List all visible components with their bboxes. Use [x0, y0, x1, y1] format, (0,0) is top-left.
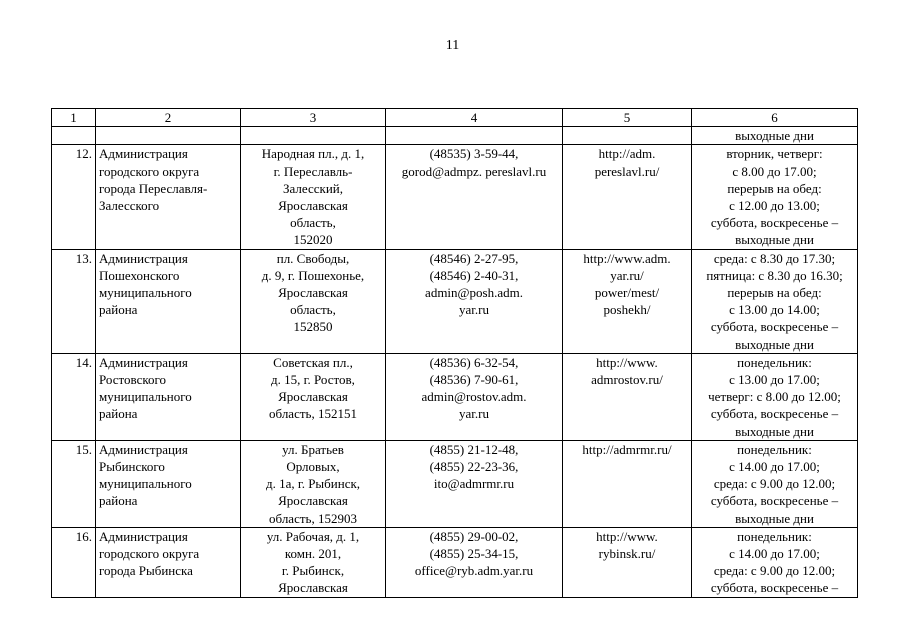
organization-name-line: Администрация [99, 528, 188, 544]
address-line: Ярославская [278, 580, 348, 596]
contacts-cell [386, 440, 563, 527]
organization-name-cell [96, 249, 241, 353]
working-hours-line: выходные дни [735, 423, 814, 439]
continuation-cell-3 [241, 127, 386, 145]
address-cell [241, 527, 386, 597]
address-line: ул. Братьев [282, 441, 344, 457]
continuation-cell-2 [96, 127, 241, 145]
contacts-line: gorod@admpz. pereslavl.ru [401, 163, 547, 179]
row-number-cell: 12. [52, 145, 96, 249]
organization-name-line: муниципального [99, 476, 192, 492]
address-line: Советская пл., [273, 354, 353, 370]
working-hours-line: понедельник: [737, 354, 812, 370]
website-line: http://www. [596, 354, 658, 370]
address-line: Орловых, [286, 459, 340, 475]
address-line: 152850 [293, 319, 333, 335]
website-line: poshekh/ [603, 302, 651, 318]
working-hours-line: с 14.00 до 17.00; [729, 459, 820, 475]
website-line: http://www.adm. [583, 250, 671, 266]
organization-name-line: города Переславля- [99, 180, 208, 196]
address-cell [241, 353, 386, 440]
contacts-line: (4855) 22-23-36, [429, 459, 519, 475]
website-cell [563, 440, 692, 527]
contacts-line: (4855) 25-34-15, [429, 546, 519, 562]
row-number-cell: 15. [52, 440, 96, 527]
working-hours-line: с 13.00 до 14.00; [729, 302, 820, 318]
header-cell-1: 1 [52, 109, 96, 127]
website-cell [563, 527, 692, 597]
address-line: комн. 201, [284, 546, 342, 562]
organization-name-line: муниципального [99, 285, 192, 301]
address-line: Ярославская [278, 389, 348, 405]
address-line: Залесский, [283, 180, 343, 196]
table-row [52, 353, 858, 440]
address-cell [241, 440, 386, 527]
organization-name-line: района [99, 493, 138, 509]
working-hours-line: выходные дни [735, 232, 814, 248]
working-hours-line: выходные дни [735, 336, 814, 352]
contacts-line: admin@posh.adm. [425, 285, 523, 301]
contacts-line: (4855) 29-00-02, [429, 528, 519, 544]
working-hours-line: четверг: с 8.00 до 12.00; [708, 389, 841, 405]
organizations-table [51, 108, 858, 598]
contacts-line: admin@rostov.adm. [421, 389, 527, 405]
contacts-cell [386, 353, 563, 440]
working-hours-line: с 8.00 до 17.00; [732, 163, 817, 179]
website-cell [563, 145, 692, 249]
working-hours-line: суббота, воскресенье – [710, 493, 839, 509]
working-hours-line: с 12.00 до 13.00; [729, 198, 820, 214]
working-hours-line: перерыв на обед: [727, 285, 822, 301]
working-hours-line: суббота, воскресенье – [710, 319, 839, 335]
contacts-line: ito@admrmr.ru [433, 476, 515, 492]
working-hours-line: с 14.00 до 17.00; [729, 546, 820, 562]
organization-name-line: Администрация [99, 354, 188, 370]
address-line: пл. Свободы, [276, 250, 350, 266]
working-hours-line: суббота, воскресенье – [710, 406, 839, 422]
address-line: ул. Рабочая, д. 1, [266, 528, 360, 544]
working-hours-line: среда: с 9.00 до 12.00; [713, 563, 836, 579]
header-row [52, 109, 858, 127]
website-cell [563, 249, 692, 353]
table-row [52, 249, 858, 353]
website-line: http://admrmr.ru/ [582, 441, 672, 457]
address-line: д. 1а, г. Рыбинск, [265, 476, 361, 492]
organization-name-line: Ростовского [99, 372, 167, 388]
contacts-cell [386, 527, 563, 597]
continuation-row [52, 127, 858, 145]
organization-name-line: района [99, 302, 138, 318]
organization-name-line: Рыбинского [99, 459, 165, 475]
address-line: д. 9, г. Пошехонье, [261, 267, 365, 283]
continuation-cell-4 [386, 127, 563, 145]
contacts-line: yar.ru [459, 302, 489, 318]
address-line: Ярославская [278, 285, 348, 301]
working-hours-line: среда: с 9.00 до 12.00; [713, 476, 836, 492]
organization-name-cell [96, 440, 241, 527]
website-cell [563, 353, 692, 440]
continuation-cell-5 [563, 127, 692, 145]
continuation-hours-cell [692, 127, 858, 145]
organization-name-line: Администрация [99, 441, 188, 457]
contacts-line: (48535) 3-59-44, [429, 146, 519, 162]
header-cell-4: 4 [386, 109, 563, 127]
organization-name-line: Залесского [99, 198, 160, 214]
table-row [52, 440, 858, 527]
address-line: д. 15, г. Ростов, [271, 372, 355, 388]
address-line: Ярославская [278, 198, 348, 214]
header-cell-3: 3 [241, 109, 386, 127]
row-number-cell: 13. [52, 249, 96, 353]
header-cell-5: 5 [563, 109, 692, 127]
header-cell-2: 2 [96, 109, 241, 127]
website-line: rybinsk.ru/ [598, 546, 656, 562]
working-hours-cell [692, 353, 858, 440]
working-hours-line: вторник, четверг: [726, 146, 823, 162]
organization-name-line: муниципального [99, 389, 192, 405]
address-cell [241, 145, 386, 249]
working-hours-cell [692, 249, 858, 353]
continuation-cell-1 [52, 127, 96, 145]
organization-name-line: Пошехонского [99, 267, 180, 283]
website-line: http://www. [596, 528, 658, 544]
website-line: admrostov.ru/ [591, 372, 663, 388]
working-hours-line: среда: с 8.30 до 17.30; [713, 250, 836, 266]
website-line: http://adm. [598, 146, 656, 162]
address-line: Народная пл., д. 1, [261, 146, 365, 162]
address-line: Ярославская [278, 493, 348, 509]
organization-name-cell [96, 145, 241, 249]
organization-name-line: городского округа [99, 163, 200, 179]
working-hours-cell [692, 527, 858, 597]
working-hours-line: суббота, воскресенье – [710, 215, 839, 231]
working-hours-line: с 13.00 до 17.00; [729, 372, 820, 388]
working-hours-line: понедельник: [737, 528, 812, 544]
row-number-cell: 16. [52, 527, 96, 597]
organization-name-line: района [99, 406, 138, 422]
organization-name-line: городского округа [99, 546, 200, 562]
contacts-cell [386, 249, 563, 353]
address-line: 152020 [293, 232, 333, 248]
working-hours-line: перерыв на обед: [727, 180, 822, 196]
continuation-hours-line: выходные дни [735, 128, 814, 144]
working-hours-line: пятница: с 8.30 до 16.30; [706, 267, 843, 283]
header-cell-6: 6 [692, 109, 858, 127]
contacts-line: (48546) 2-27-95, [429, 250, 519, 266]
organization-name-line: Администрация [99, 250, 188, 266]
contacts-line: office@ryb.adm.yar.ru [414, 563, 534, 579]
address-cell [241, 249, 386, 353]
working-hours-cell [692, 145, 858, 249]
address-line: область, [290, 215, 336, 231]
website-line: power/mest/ [594, 285, 660, 301]
page-number: 11 [445, 38, 460, 53]
contacts-line: (48546) 2-40-31, [429, 267, 519, 283]
address-line: область, 152903 [269, 510, 357, 526]
address-line: г. Переславль- [273, 163, 353, 179]
working-hours-line: выходные дни [735, 510, 814, 526]
contacts-line: (4855) 21-12-48, [429, 441, 519, 457]
contacts-cell [386, 145, 563, 249]
address-line: область, [290, 302, 336, 318]
organization-name-cell [96, 527, 241, 597]
working-hours-line: суббота, воскресенье – [710, 580, 839, 596]
organization-name-cell [96, 353, 241, 440]
address-line: область, 152151 [269, 406, 357, 422]
table-row [52, 145, 858, 249]
contacts-line: yar.ru [459, 406, 489, 422]
address-line: г. Рыбинск, [281, 563, 345, 579]
table-row [52, 527, 858, 597]
row-number-cell: 14. [52, 353, 96, 440]
website-line: yar.ru/ [610, 267, 644, 283]
contacts-line: (48536) 6-32-54, [429, 354, 519, 370]
contacts-line: (48536) 7-90-61, [429, 372, 519, 388]
working-hours-cell [692, 440, 858, 527]
organization-name-line: Администрация [99, 146, 188, 162]
website-line: pereslavl.ru/ [594, 163, 660, 179]
working-hours-line: понедельник: [737, 441, 812, 457]
organization-name-line: города Рыбинска [99, 563, 193, 579]
